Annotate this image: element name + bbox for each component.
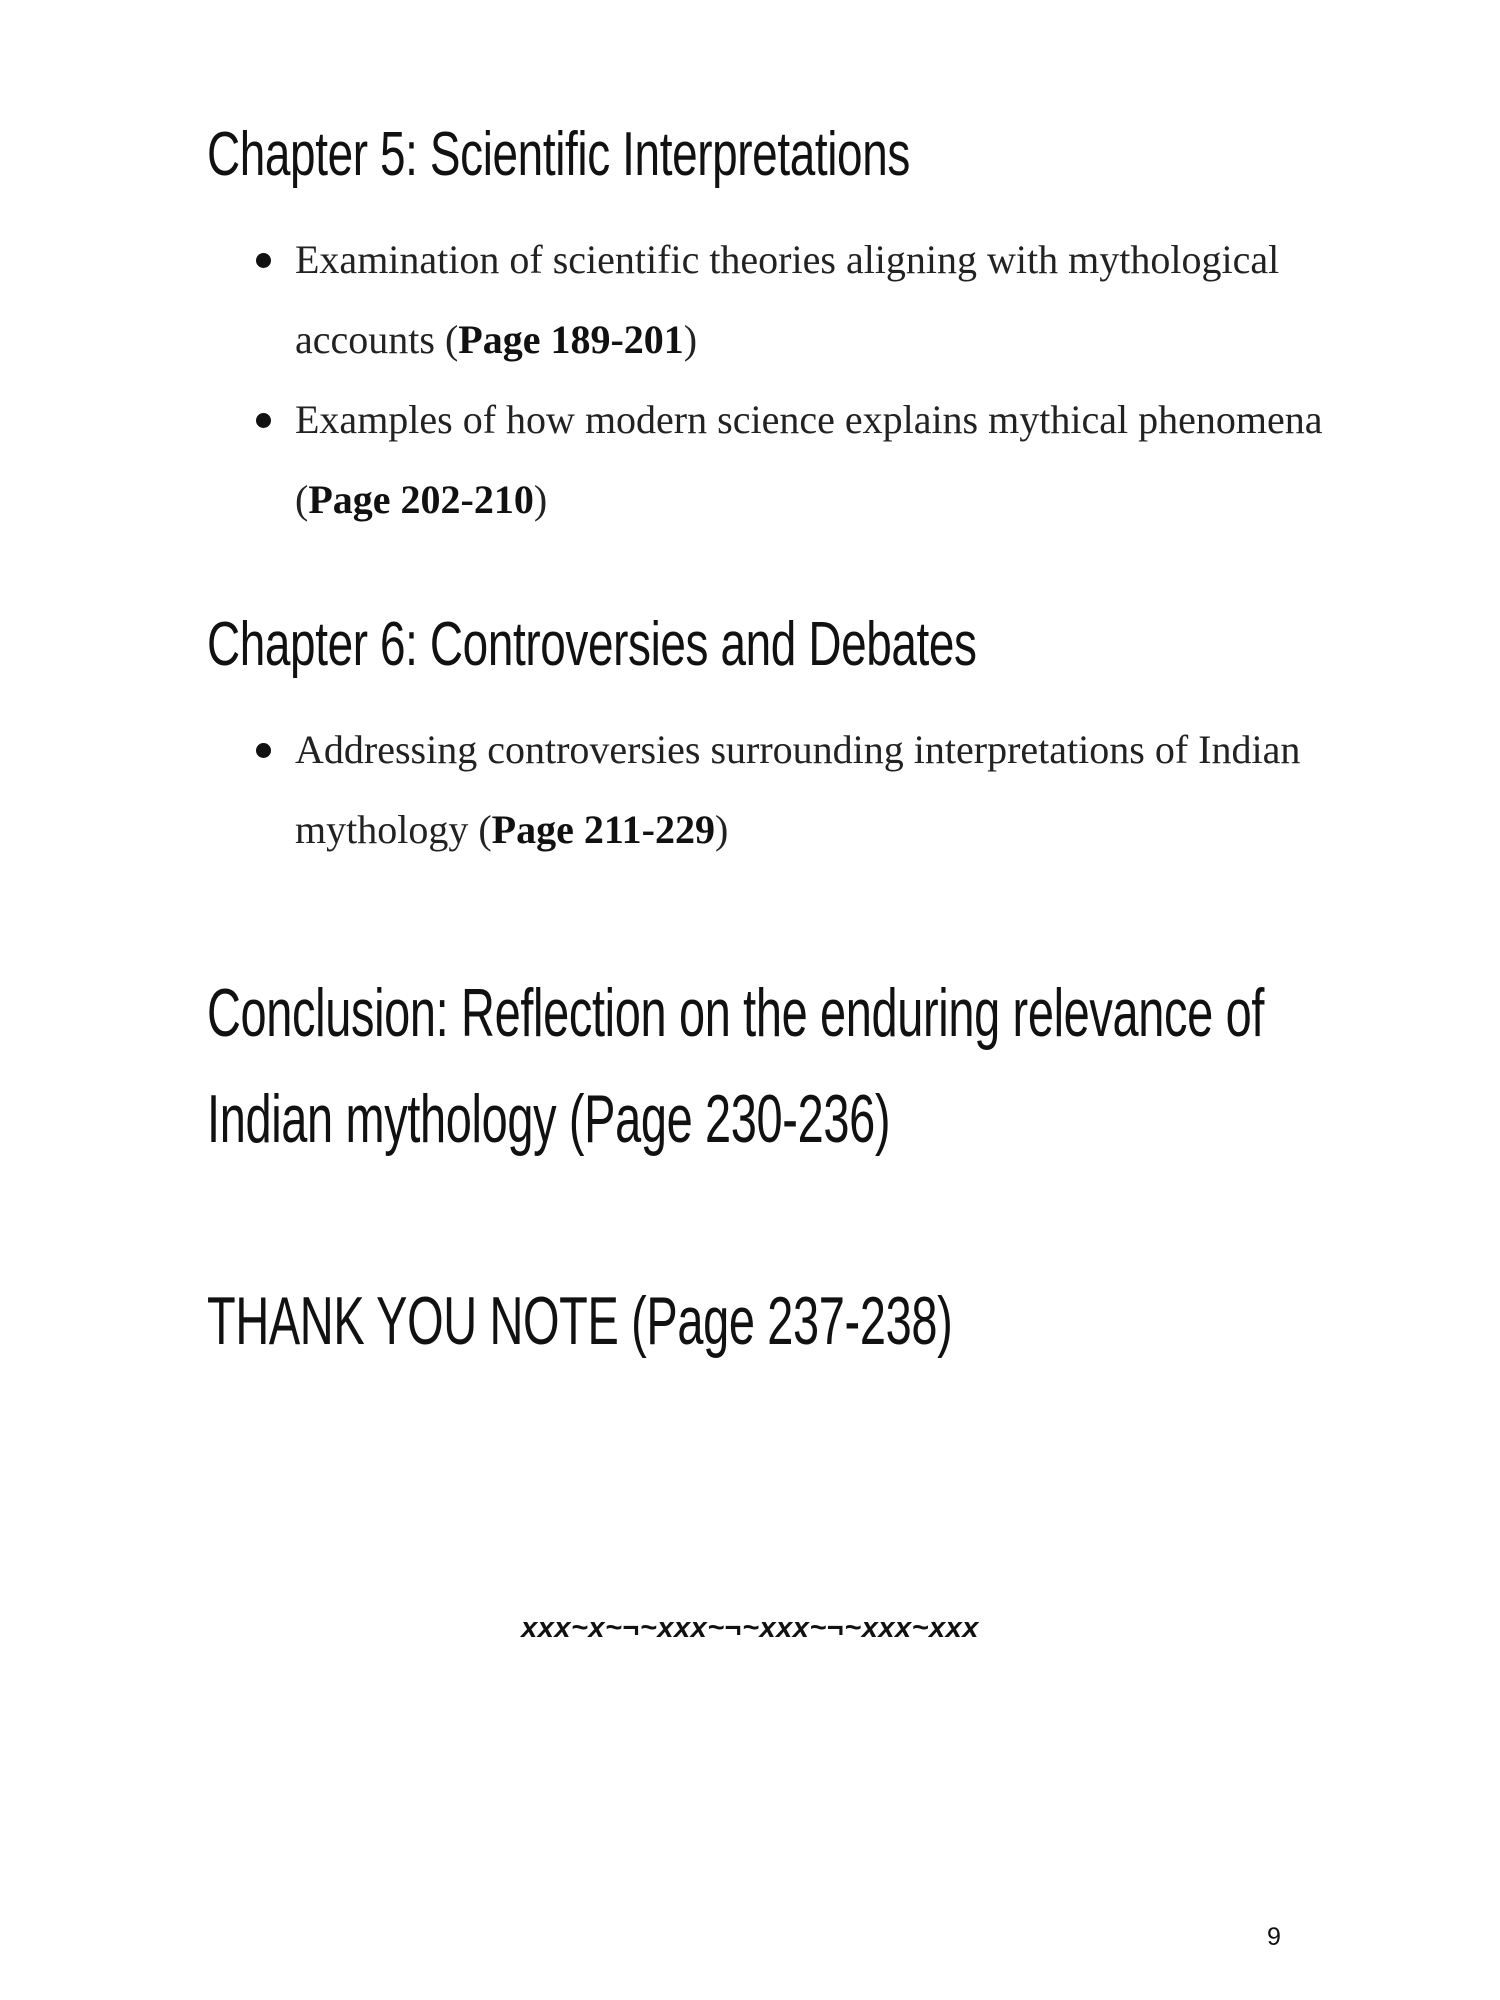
thank-you-heading: THANK YOU NOTE (Page 237-238) (207, 1283, 953, 1359)
item-close: ) (533, 477, 548, 522)
conclusion-heading-line-1: Conclusion: Reflection on the enduring relevance of (207, 975, 1265, 1051)
conclusion-heading-line-2: Indian mythology (Page 230-236) (207, 1081, 891, 1157)
chapter-6-heading: Chapter 6: Controversies and Debates (207, 610, 977, 679)
item-text: Examination of scientific theories aligning with mythological accounts ( (295, 237, 1280, 362)
bullet-icon (256, 743, 271, 758)
list-item (250, 710, 1315, 870)
chapter-6-list (250, 710, 1300, 870)
chapter-5-heading: Chapter 5: Scientific Interpretations (207, 120, 910, 189)
item-text: Addressing controversies surrounding interpretations of Indian mythology ( (295, 727, 1301, 852)
page-range: Page 189-201 (458, 317, 684, 362)
list-item (250, 220, 1295, 380)
bullet-icon (256, 253, 271, 268)
page-number: 9 (1267, 1923, 1281, 1951)
item-text: Examples of how modern science explains mythical phenomena ( (295, 397, 1323, 522)
list-item (250, 380, 1345, 540)
item-close: ) (714, 807, 729, 852)
section-divider: xxx~x~¬~xxx~¬~xxx~¬~xxx~xxx (521, 1612, 979, 1644)
item-close: ) (683, 317, 698, 362)
chapter-5-list (250, 220, 1323, 540)
bullet-icon (256, 413, 271, 428)
page-range: Page 202-210 (308, 477, 534, 522)
page-range: Page 211-229 (491, 807, 715, 852)
